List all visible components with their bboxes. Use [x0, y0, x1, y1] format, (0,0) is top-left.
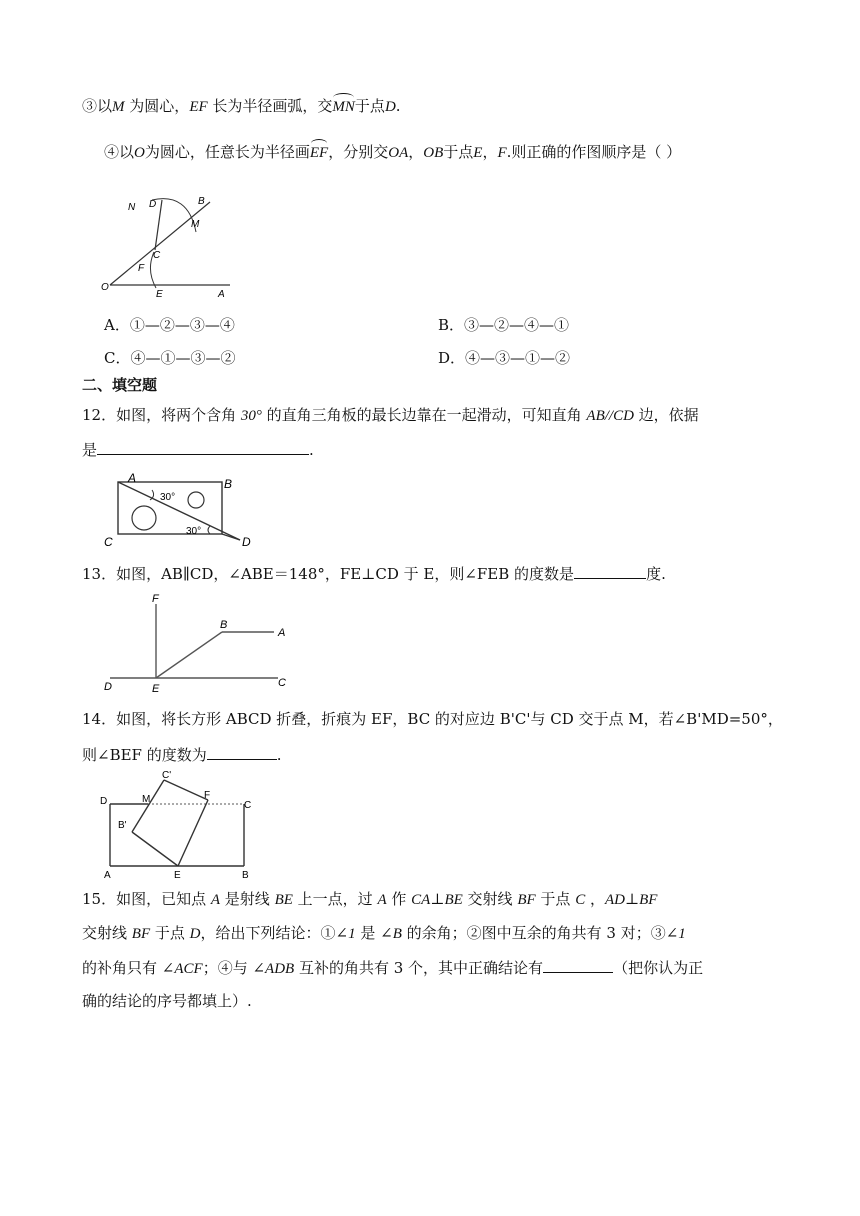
var-BE: BE [274, 892, 293, 908]
choice-D[interactable]: D．④—③—①—② [438, 349, 571, 367]
var-C: C [575, 892, 586, 908]
text: . [276, 746, 282, 764]
fold-EB1 [132, 832, 178, 866]
line-EB [156, 632, 222, 678]
expr-AB-CD: AB//CD [586, 408, 634, 424]
text: 边，依据 [633, 406, 699, 424]
arc-EF: EF [310, 142, 328, 164]
label-A: A [128, 471, 137, 485]
answer-blank[interactable] [574, 562, 646, 579]
label-M: M [191, 219, 200, 230]
choice-B[interactable]: B．③—②—④—① [438, 316, 570, 334]
label-O: O [101, 282, 109, 293]
text: 作 [386, 890, 412, 908]
label-B: B [198, 196, 205, 207]
var-A: A [210, 892, 221, 908]
label-C: C [153, 250, 161, 261]
text: 长为半径画弧，交 [207, 97, 333, 115]
label-B-prime: B' [118, 820, 127, 831]
choice-C[interactable]: C．④—①—③—② [104, 349, 236, 367]
text: 交射线 [82, 924, 132, 942]
q12-line1 [82, 404, 699, 427]
label-B: B [242, 870, 249, 880]
text: 的余角；②图中互余的角共有 3 对；③ [401, 924, 666, 942]
label-A: A [278, 627, 286, 639]
var-OA: OA [388, 145, 409, 161]
arc-MN: MN [332, 96, 355, 118]
label-D: D [149, 199, 157, 210]
label-E: E [156, 289, 163, 300]
q13-line [82, 562, 666, 585]
var-F: F [497, 145, 507, 161]
var-OB: OB [423, 145, 444, 161]
text: 为圆心， [124, 97, 190, 115]
q14-figure [98, 770, 268, 880]
text: 互补的角共有 3 个，其中正确结论有 [294, 959, 544, 977]
text: 则∠BEF 的度数为 [82, 746, 207, 764]
text: ，分别交 [328, 143, 389, 161]
q15-line3 [82, 956, 703, 980]
var-BF: BF [131, 926, 151, 942]
text: 于点 [443, 143, 474, 161]
text: 是射线 [220, 890, 275, 908]
circled-number: ③ [82, 97, 98, 115]
q15-line2 [82, 922, 686, 945]
label-B: B [224, 477, 233, 491]
text: 13．如图，AB∥CD，∠ABE＝148°，FE⊥CD 于 E，则∠FEB 的度数是 [82, 565, 575, 583]
circled-number: ④ [104, 143, 120, 161]
text: 上一点，过 [292, 890, 378, 908]
var-D: D [189, 926, 201, 942]
label-C-prime: C' [162, 770, 172, 781]
fold-FE [178, 800, 208, 866]
angle-1: ∠1 [665, 926, 686, 942]
q14-line2 [82, 743, 282, 766]
angle-ACF: ∠ACF [161, 961, 203, 977]
label-C: C [244, 800, 252, 811]
degree: 30° [240, 408, 262, 424]
q11-figure [98, 190, 238, 302]
var-O: O [134, 145, 145, 161]
text: （把你认为正 [613, 959, 704, 977]
label-D: D [242, 535, 251, 549]
label-C: C [278, 677, 286, 689]
label-D: D [100, 796, 108, 807]
q11-step4 [104, 141, 681, 164]
text: 的补角只有 [82, 959, 162, 977]
expr-CA-perp-BE: CA⊥BE [411, 892, 463, 908]
angle-B: ∠B [380, 926, 402, 942]
angle-label-2: 30° [186, 526, 202, 537]
label-N: N [128, 202, 136, 213]
q14-line1: 14．如图，将长方形 ABCD 折叠，折痕为 EF，BC 的对应边 B'C'与 CD 交于点 M，若∠B'MD=50°， [82, 710, 783, 728]
text: .则正确的作图顺序是（ ） [506, 143, 682, 161]
section-heading: 二、填空题 [82, 376, 158, 394]
label-E: E [174, 870, 181, 880]
var-A: A [377, 892, 387, 908]
q12-line2 [82, 438, 314, 461]
fold-C1F [164, 780, 211, 801]
var-D: D [384, 99, 396, 115]
expr-AD-perp-BF: AD⊥BF [605, 892, 658, 908]
label-F: F [152, 593, 159, 605]
text: 于点 [354, 97, 385, 115]
answer-blank[interactable] [97, 438, 309, 455]
text: 交射线 [462, 890, 518, 908]
answer-blank[interactable] [543, 956, 613, 973]
hole-small [188, 492, 204, 508]
label-A: A [218, 289, 225, 300]
text: 15．如图，已知点 [82, 890, 211, 908]
text: ；④与 [202, 959, 253, 977]
text: ， [408, 143, 424, 161]
edge-bottom [222, 534, 240, 540]
var-M: M [112, 99, 125, 115]
text: . [395, 97, 401, 115]
q13-figure [100, 592, 300, 696]
q12-figure [102, 470, 262, 550]
angle-mark-2 [208, 526, 210, 534]
answer-blank[interactable] [207, 743, 277, 760]
text: 的直角三角板的最长边靠在一起滑动，可知直角 [261, 406, 587, 424]
q15-line1 [82, 888, 657, 911]
text: 12．如图，将两个含角 [82, 406, 241, 424]
q15-line4: 确的结论的序号都填上）. [82, 992, 252, 1010]
hole-large [132, 506, 156, 530]
choice-A[interactable]: A．①—②—③—④ [104, 316, 235, 334]
var-EF: EF [189, 99, 208, 115]
text: 于点 [150, 924, 190, 942]
text: 是 [355, 924, 381, 942]
label-F: F [138, 263, 145, 274]
angle-label-1: 30° [160, 492, 176, 503]
q11-step3 [82, 95, 401, 118]
angle-1: ∠1 [335, 926, 356, 942]
text: 以 [119, 143, 135, 161]
label-F: F [204, 790, 211, 801]
label-E: E [152, 683, 160, 695]
text: 以 [97, 97, 113, 115]
fold-B1C1 [132, 780, 164, 832]
text: 度. [646, 565, 666, 583]
text: 是 [82, 441, 98, 459]
text: 于点 [535, 890, 576, 908]
text: . [309, 441, 314, 459]
angle-ADB: ∠ADB [252, 961, 295, 977]
text: 为圆心，任意长为半径画 [144, 143, 310, 161]
text: ， [482, 143, 498, 161]
label-A: A [104, 870, 111, 880]
var-BF: BF [517, 892, 536, 908]
label-M: M [142, 794, 151, 805]
text: ，给出下列结论：① [200, 924, 336, 942]
label-D: D [104, 681, 112, 693]
text: ， [585, 890, 605, 908]
label-C: C [104, 535, 113, 549]
label-B: B [220, 619, 228, 631]
var-E: E [473, 145, 483, 161]
